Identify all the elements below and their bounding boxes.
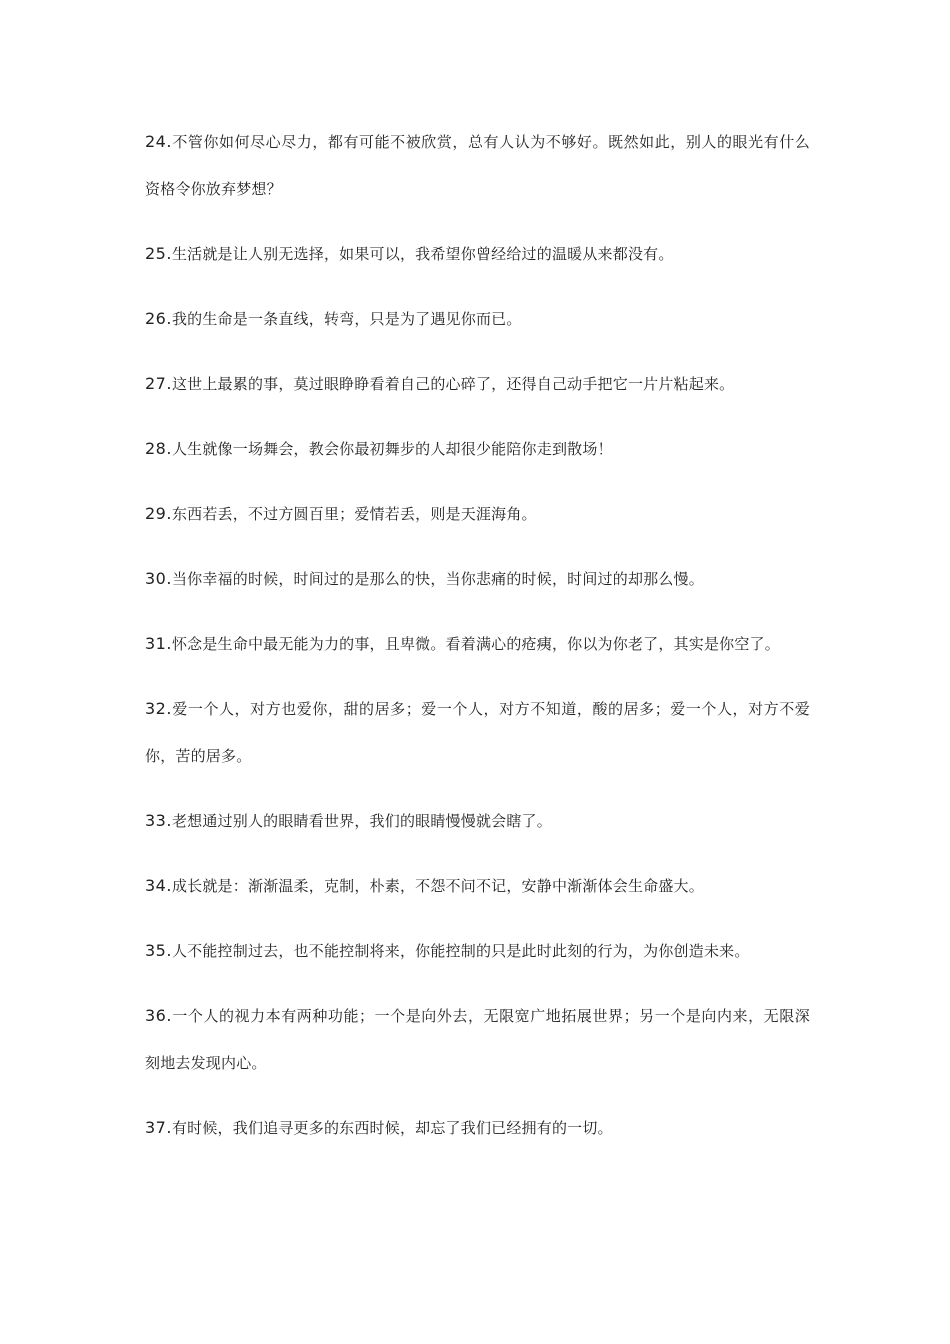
quote-number: 31.: [145, 634, 172, 653]
quote-item: [145, 685, 810, 780]
quote-item: [145, 797, 810, 845]
quote-item: [145, 927, 810, 975]
quote-text: 人不能控制过去，也不能控制将来，你能控制的只是此时此刻的行为，为你创造未来。: [171, 942, 750, 960]
quote-text: 人生就像一场舞会，教会你最初舞步的人却很少能陪你走到散场！: [171, 440, 613, 458]
quote-list: [145, 118, 810, 1169]
quote-number: 27.: [145, 374, 172, 393]
quote-number: 30.: [145, 569, 172, 588]
quote-item: [145, 295, 810, 343]
quote-number: 36.: [145, 1006, 172, 1025]
quote-item: [145, 230, 810, 278]
quote-text: 爱一个人，对方也爱你，甜的居多；爱一个人，对方不知道，酸的居多；爱一个人，对方不爱你，苦的居多。: [145, 700, 810, 765]
quote-text: 老想通过别人的眼睛看世界，我们的眼睛慢慢就会瞎了。: [171, 812, 552, 830]
quote-item: [145, 862, 810, 910]
quote-text: 我的生命是一条直线，转弯，只是为了遇见你而已。: [171, 310, 522, 328]
quote-item: [145, 425, 810, 473]
quote-item: [145, 555, 810, 603]
quote-number: 28.: [145, 439, 172, 458]
quote-item: [145, 118, 810, 213]
quote-item: [145, 1104, 810, 1152]
quote-number: 33.: [145, 811, 172, 830]
quote-item: [145, 360, 810, 408]
quote-text: 东西若丢，不过方圆百里；爱情若丢，则是天涯海角。: [171, 505, 537, 523]
quote-text: 有时候，我们追寻更多的东西时候，却忘了我们已经拥有的一切。: [171, 1119, 613, 1137]
quote-text: 一个人的视力本有两种功能；一个是向外去，无限宽广地拓展世界；另一个是向内来，无限深刻地去发现内心。: [145, 1007, 810, 1072]
quote-number: 25.: [145, 244, 172, 263]
quote-item: [145, 620, 810, 668]
quote-number: 26.: [145, 309, 172, 328]
quote-text: 成长就是：渐渐温柔，克制，朴素，不怨不问不记，安静中渐渐体会生命盛大。: [171, 877, 704, 895]
quote-number: 37.: [145, 1118, 172, 1137]
quote-number: 29.: [145, 504, 172, 523]
quote-text: 生活就是让人别无选择，如果可以，我希望你曾经给过的温暖从来都没有。: [171, 245, 674, 263]
quote-number: 32.: [145, 699, 172, 718]
quote-text: 怀念是生命中最无能为力的事，且卑微。看着满心的疮痍，你以为你老了，其实是你空了。: [171, 635, 780, 653]
quote-text: 这世上最累的事，莫过眼睁睁看着自己的心碎了，还得自己动手把它一片片粘起来。: [171, 375, 735, 393]
quote-item: [145, 490, 810, 538]
quote-number: 35.: [145, 941, 172, 960]
quote-number: 24.: [145, 132, 172, 151]
quote-number: 34.: [145, 876, 172, 895]
quote-item: [145, 992, 810, 1087]
quote-text: 不管你如何尽心尽力，都有可能不被欣赏，总有人认为不够好。既然如此，别人的眼光有什么资格令你放弃梦想？: [145, 133, 810, 198]
quote-text: 当你幸福的时候，时间过的是那么的快，当你悲痛的时候，时间过的却那么慢。: [171, 570, 704, 588]
